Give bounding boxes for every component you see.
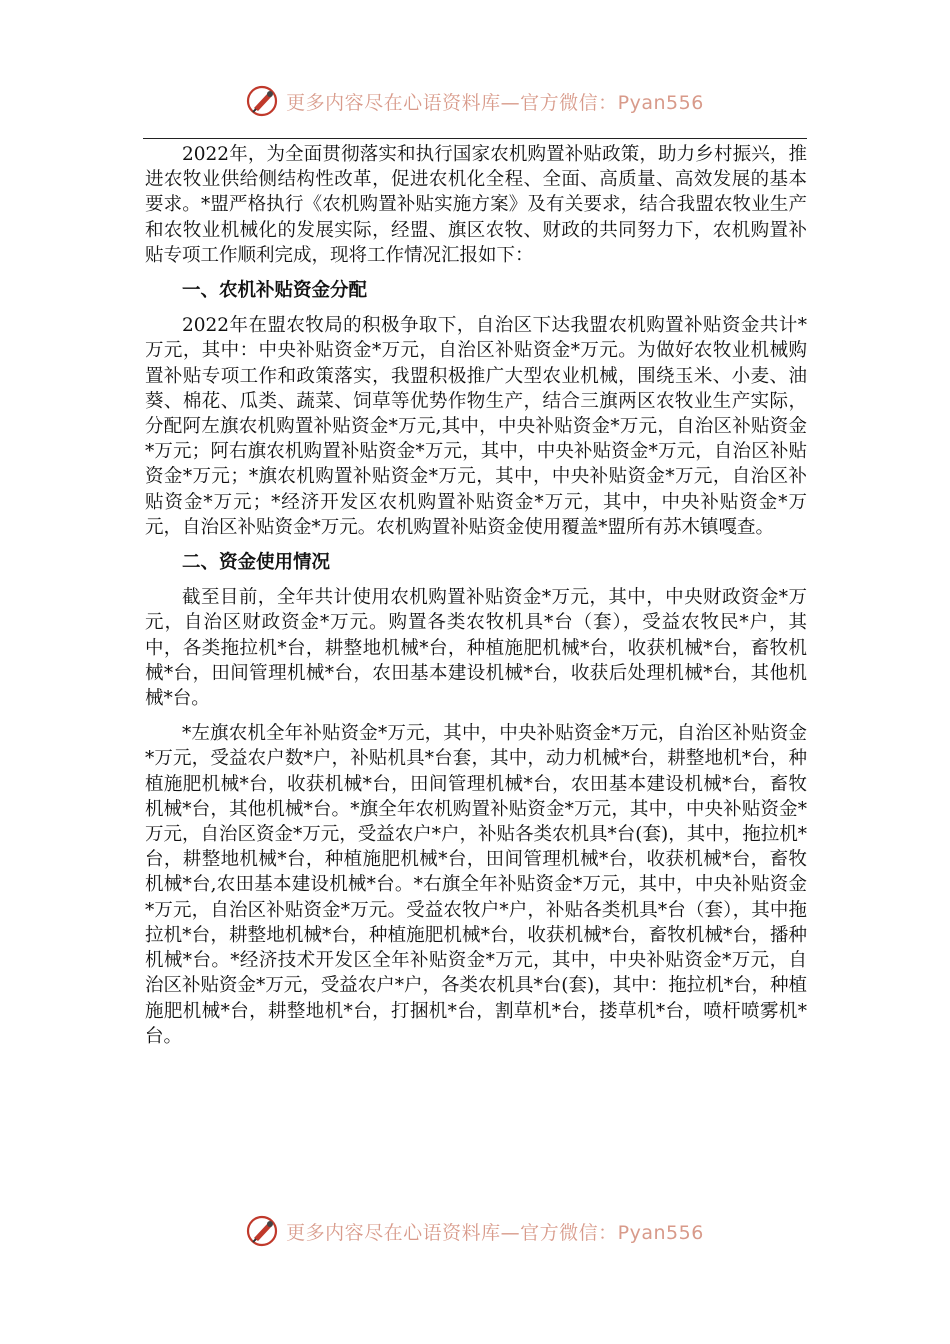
- section-2-paragraph-2: *左旗农机全年补贴资金*万元，其中，中央补贴资金*万元，自治区补贴资金*万元，受益农户数*户，补贴机具*台套，其中，动力机械*台，耕整地机*台，种植施肥机械*台，收获机械*台，田间管理机械*台，农田基本建设机械*台，畜牧机械*台，其他机械*台。*旗全年农机购置补贴资金*万元，其中，中央补贴资金*万元，自治区资金*万元，受益农户*户，补贴各类农机具*台(套)，其中，拖拉机*台，耕整地机械*台，种植施肥机械*台，田间管理机械*台，收获机械*台，畜牧机械*台,农田基本建设机械*台。*右旗全年补贴资金*万元，其中，中央补贴资金*万元，自治区补贴资金*万元。受益农牧户*户，补贴各类机具*台（套），其中拖拉机*台，耕整地机械*台，种植施肥机械*台，收获机械*台，畜牧机械*台，播种机械*台。*经济技术开发区全年补贴资金*万元，其中，中央补贴资金*万元，自治区补贴资金*万元，受益农户*户，各类农机具*台(套)，其中：拖拉机*台，种植施肥机械*台，耕整地机*台，打捆机*台，割草机*台，搂草机*台，喷杆喷雾机*台。: [145, 723, 807, 1047]
- writing-hand-logo-icon: [246, 1214, 280, 1248]
- document-body: [145, 142, 807, 1059]
- intro-paragraph: 2022年，为全面贯彻落实和执行国家农机购置补贴政策，助力乡村振兴，推进农牧业供给侧结构性改革，促进农机化全程、全面、高质量、高效发展的基本要求。*盟严格执行《农机购置补贴实施方案》及有关要求，结合我盟农牧业生产和农牧业机械化的发展实际，经盟、旗区农牧、财政的共同努力下，农机购置补贴专项工作顺利完成，现将工作情况汇报如下：: [145, 144, 807, 266]
- header-divider: [143, 138, 807, 139]
- writing-hand-logo-icon: [246, 84, 280, 118]
- header-banner-text: 更多内容尽在心语资料库—官方微信：Pyan556: [286, 91, 704, 114]
- section-1-paragraph: 2022年在盟农牧局的积极争取下，自治区下达我盟农机购置补贴资金共计*万元，其中：中央补贴资金*万元，自治区补贴资金*万元。为做好农牧业机械购置补贴专项工作和政策落实，我盟积极推广大型农业机械，围绕玉米、小麦、油葵、棉花、瓜类、蔬菜、饲草等优势作物生产，结合三旗两区农牧业生产实际，分配阿左旗农机购置补贴资金*万元,其中，中央补贴资金*万元，自治区补贴资金*万元；阿右旗农机购置补贴资金*万元，其中，中央补贴资金*万元，自治区补贴资金*万元；*旗农机购置补贴资金*万元，其中，中央补贴资金*万元，自治区补贴资金*万元；*经济开发区农机购置补贴资金*万元，其中，中央补贴资金*万元，自治区补贴资金*万元。农机购置补贴资金使用覆盖*盟所有苏木镇嘎查。: [145, 315, 807, 538]
- section-1-heading: 一、农机补贴资金分配: [182, 280, 368, 302]
- header-banner: [0, 81, 950, 121]
- footer-banner-text: 更多内容尽在心语资料库—官方微信：Pyan556: [286, 1221, 704, 1244]
- section-2-heading: 二、资金使用情况: [182, 552, 331, 574]
- footer-banner: [0, 1211, 950, 1251]
- section-2-paragraph-1: 截至目前，全年共计使用农机购置补贴资金*万元，其中，中央财政资金*万元，自治区财政资金*万元。购置各类农牧机具*台（套），受益农牧民*户，其中，各类拖拉机*台，耕整地机械*台，种植施肥机械*台，收获机械*台，畜牧机械*台，田间管理机械*台，农田基本建设机械*台，收获后处理机械*台，其他机械*台。: [145, 587, 807, 710]
